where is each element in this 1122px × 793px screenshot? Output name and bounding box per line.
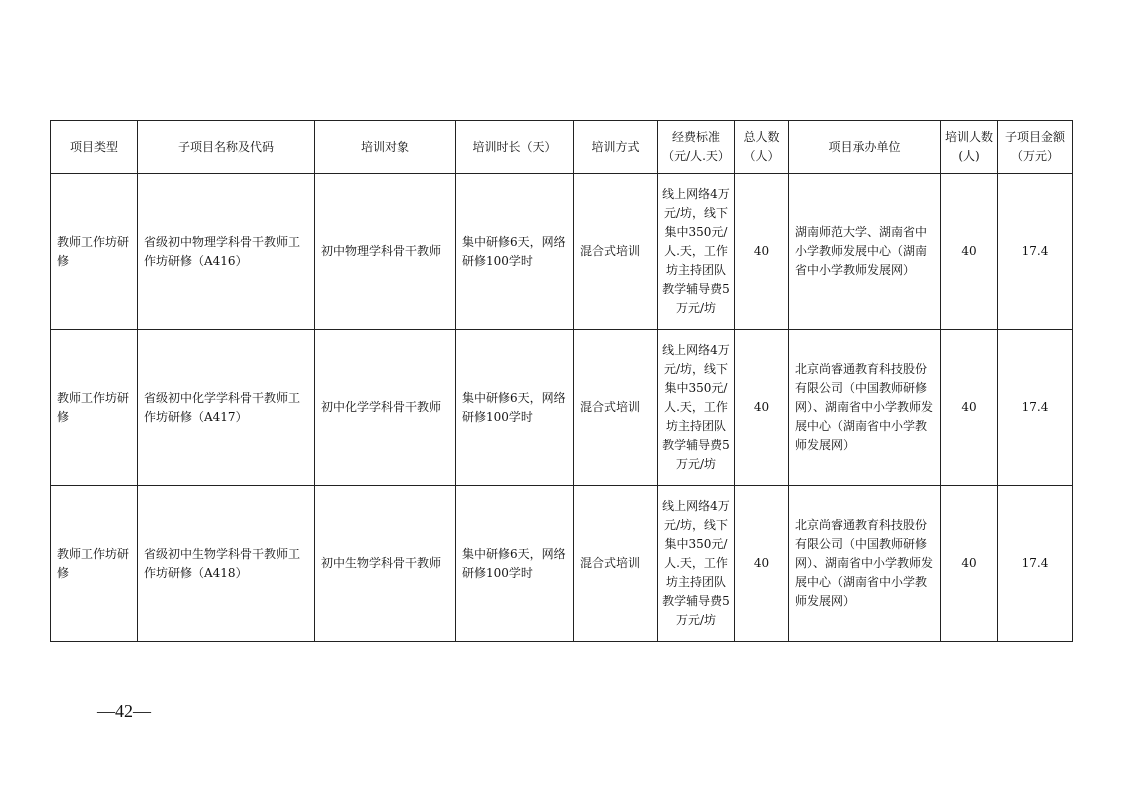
cell-fee-standard: 线上网络4万元/坊，线下集中350元/人.天，工作坊主持团队教学辅导费5万元/坊 (658, 486, 735, 642)
cell-total-people: 40 (735, 330, 789, 486)
cell-amount: 17.4 (998, 174, 1073, 330)
cell-subproject-name: 省级初中物理学科骨干教师工作坊研修（A416） (138, 174, 315, 330)
cell-organizer: 北京尚睿通教育科技股份有限公司（中国教师研修网）、湖南省中小学教师发展中心（湖南省中小学教师发展网） (789, 486, 941, 642)
cell-project-type: 教师工作坊研修 (51, 174, 138, 330)
cell-organizer: 北京尚睿通教育科技股份有限公司（中国教师研修网）、湖南省中小学教师发展中心（湖南省中小学教师发展网） (789, 330, 941, 486)
cell-project-type: 教师工作坊研修 (51, 330, 138, 486)
project-table (50, 120, 1073, 642)
header-fee-standard: 经费标准（元/人.天） (658, 121, 735, 174)
cell-target: 初中物理学科骨干教师 (315, 174, 456, 330)
header-target: 培训对象 (315, 121, 456, 174)
cell-fee-standard: 线上网络4万元/坊，线下集中350元/人.天，工作坊主持团队教学辅导费5万元/坊 (658, 330, 735, 486)
table-row (51, 174, 1073, 330)
cell-trainees: 40 (941, 174, 998, 330)
header-total-people: 总人数（人） (735, 121, 789, 174)
header-row (51, 121, 1073, 174)
cell-target: 初中化学学科骨干教师 (315, 330, 456, 486)
cell-project-type: 教师工作坊研修 (51, 486, 138, 642)
cell-method: 混合式培训 (574, 174, 658, 330)
header-subproject-name: 子项目名称及代码 (138, 121, 315, 174)
cell-total-people: 40 (735, 486, 789, 642)
cell-trainees: 40 (941, 330, 998, 486)
header-method: 培训方式 (574, 121, 658, 174)
cell-amount: 17.4 (998, 486, 1073, 642)
header-duration: 培训时长（天） (456, 121, 574, 174)
cell-duration: 集中研修6天，网络研修100学时 (456, 330, 574, 486)
table-row (51, 486, 1073, 642)
header-project-type: 项目类型 (51, 121, 138, 174)
cell-method: 混合式培训 (574, 330, 658, 486)
cell-organizer: 湖南师范大学、湖南省中小学教师发展中心（湖南省中小学教师发展网） (789, 174, 941, 330)
header-organizer: 项目承办单位 (789, 121, 941, 174)
cell-subproject-name: 省级初中化学学科骨干教师工作坊研修（A417） (138, 330, 315, 486)
cell-subproject-name: 省级初中生物学科骨干教师工作坊研修（A418） (138, 486, 315, 642)
header-trainees: 培训人数(人) (941, 121, 998, 174)
cell-duration: 集中研修6天，网络研修100学时 (456, 174, 574, 330)
header-amount: 子项目金额（万元） (998, 121, 1073, 174)
table-row (51, 330, 1073, 486)
cell-total-people: 40 (735, 174, 789, 330)
cell-fee-standard: 线上网络4万元/坊，线下集中350元/人.天，工作坊主持团队教学辅导费5万元/坊 (658, 174, 735, 330)
cell-amount: 17.4 (998, 330, 1073, 486)
cell-method: 混合式培训 (574, 486, 658, 642)
page-number: —42— (97, 701, 151, 721)
cell-duration: 集中研修6天，网络研修100学时 (456, 486, 574, 642)
cell-trainees: 40 (941, 486, 998, 642)
cell-target: 初中生物学科骨干教师 (315, 486, 456, 642)
